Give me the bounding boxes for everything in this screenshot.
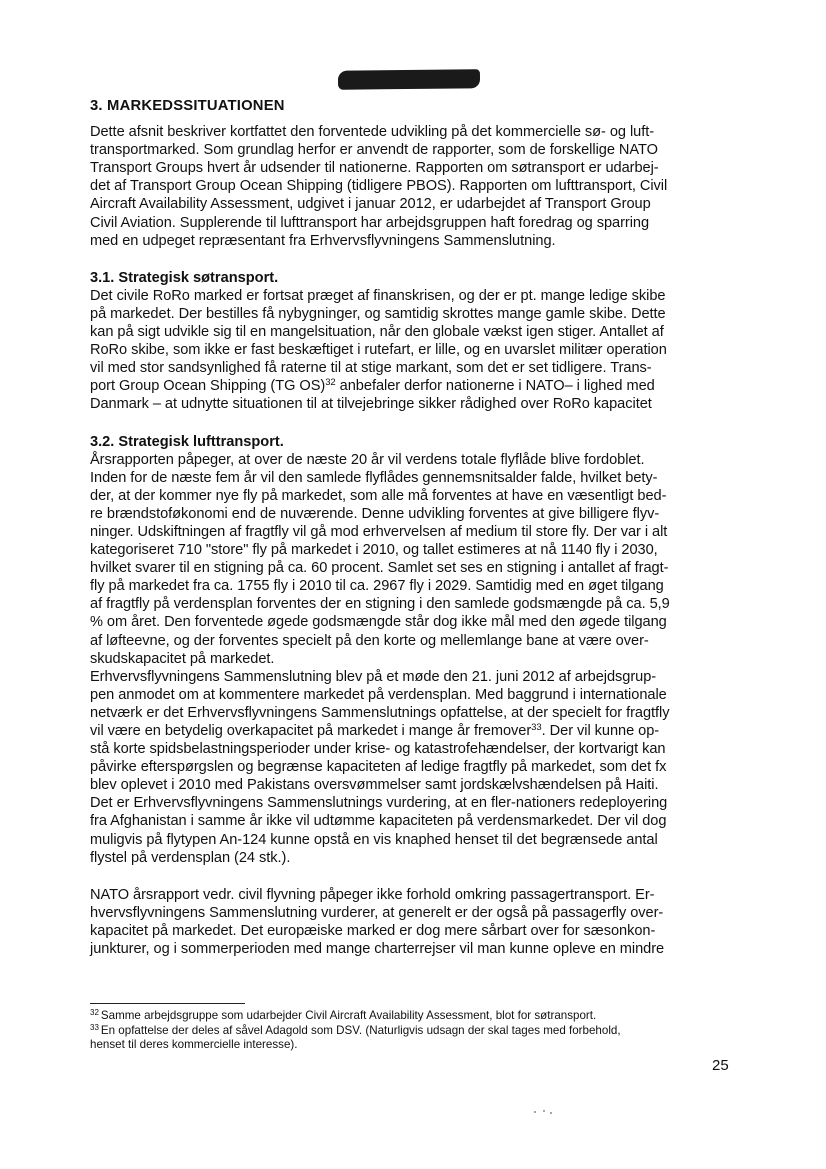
scan-speck-marks (534, 1110, 554, 1114)
air-transport-paragraph-2: Erhvervsflyvningens Sammenslutning blev på et møde den 21. juni 2012 af arbejdsgrup- pen anmodet om at kommentere markedet på verdensplan. Med baggrund i internationale netværk er det Erhvervsflyvningens Sammenslutnings opfattelse, at der specielt for fragtfly vil være en betydelig overkapacitet på markedet i mange år fremover$^{33}$. Der vil kunne op- stå korte spidsbelastningsperioder under krise- og katastrofehændelser, der kortvarigt kan påvirke efterspørgslen og begrænse kapaciteten af ledige fragtfly på markedet, som det fx blev oplevet i 2010 med Pakistans oversvømmelser samt jordskælvshændelsen på Haiti. (90, 668, 670, 794)
document-body (90, 97, 750, 958)
redaction-mark (338, 69, 480, 89)
section-heading: 3. MARKEDSSITUATIONEN (90, 98, 285, 114)
footnote-ref-32[interactable]: 32 (325, 377, 336, 389)
footnote-32: $^{32}$ Samme arbejdsgruppe som udarbejder Civil Aircraft Availability Assessment, blot for søtransport. (90, 1008, 597, 1022)
footnote-ref-33[interactable]: 33 (531, 722, 542, 733)
page-number: 25 (712, 1057, 729, 1074)
subsection-heading-sea: 3.1. Strategisk søtransport. (90, 269, 279, 286)
footnote-33: $^{33}$ En opfattelse der deles af såvel Adagold som DSV. (Naturligvis udsagn der skal tages med forbehold, henset til deres kommercielle interesse). (90, 1022, 621, 1052)
sea-transport-paragraph: Det civile RoRo marked er fortsat præget af finanskrisen, og der er pt. mange ledige skibe på markedet. Der bestilles få nybygninger, og samtidig skrottes mange gamle skibe. Dette kan på sigt udvikle sig til en mangelsituation, når den globale vækst igen stiger. Antallet af RoRo skibe, som ikke er fast beskæftiget i rutefart, er lille, og en uvarslet militær operation vil med stor sandsynlighed få raterne til at stige markant, som det er set tidligere. Trans- port Group Ocean Shipping (TG OS)$^{32}$ anbefaler derfor nationerne i NATO– i lighed med Danmark – at udnytte situationen til at tilvejebringe sikker rådighed over RoRo kapacitet (90, 287, 667, 413)
air-transport-paragraph-3: Det er Erhvervsflyvningens Sammenslutnings vurdering, at en fler-nationers redeployering fra Afghanistan i samme år ikke vil udtømme kapaciteten på verdensmarkedet. Der vil dog muligvis på flytypen An-124 kunne opstå en vis knaphed henset til det begrænsede antal flystel på verdensplan (24 stk.). (90, 795, 668, 866)
intro-paragraph: Dette afsnit beskriver kortfattet den forventede udvikling på det kommercielle sø- og luft- transportmarked. Som grundlag herfor er anvendt de rapporter, som de forskellige NATO Transport Groups hvert år udsender til nationerne. Rapporten om søtransport er udarbej- det af Transport Group Ocean Shipping (tidligere PBOS). Rapporten om lufttransport, Civil Aircraft Availability Assessment, udgivet i januar 2012, er udarbejdet af Transport Group Civil Aviation. Supplerende til lufttransport har arbejdsgruppen haft foredrag og sparring med en udpeget repræsentant fra Erhvervsflyvningens Sammenslutning. (90, 124, 668, 249)
air-transport-paragraph-4: NATO årsrapport vedr. civil flyvning påpeger ikke forhold omkring passagertransport. Er- hvervsflyvningens Sammenslutning vurderer, at generelt er der også på passagerfly over- kapacitet på markedet. Det europæiske marked er dog mere sårbart over for sæsonkon- junkturer, og i sommerperioden med mange charterrejser vil man kunne opleve en mindre (90, 886, 665, 958)
subsection-heading-air: 3.2. Strategisk lufttransport. (90, 433, 284, 450)
footnotes (90, 1009, 740, 1053)
air-transport-paragraph-1: Årsrapporten påpeger, at over de næste 20 år vil verdens totale flyflåde blive fordoblet. Inden for de næste fem år vil den samlede flyflådes gennemsnitsalder falde, hvilket bety- der, at der kommer nye fly på markedet, som alle må forventes at have en væsentligt bed- re brændstoføkonomi end de nuværende. Denne udvikling forventes at give billigere flyv- ninger. Udskiftningen af fragtfly vil gå mod erhvervelsen af medium til store fly. Der var i alt kategoriseret 710 "store" fly på markedet i 2010, og tallet estimeres at nå 1140 fly i 2030, hvilket svarer til en stigning på ca. 60 procent. Samlet set ses en stigning i antallet af fragt- fly på markedet fra ca. 1755 fly i 2010 til ca. 2967 fly i 2029. Samtidig med en øget tilgang af fragtfly på verdensplan forventes der en stigning i den samlede godsmængde på ca. 5,9 % om året. Den forventede øgede godsmængde står dog ikke mål med den øgede tilgang af løfteevne, og der forventes specielt på den korte og mellemlange bane at være over- skudskapacitet på markedet. (90, 451, 670, 667)
footnote-divider (90, 1003, 245, 1004)
